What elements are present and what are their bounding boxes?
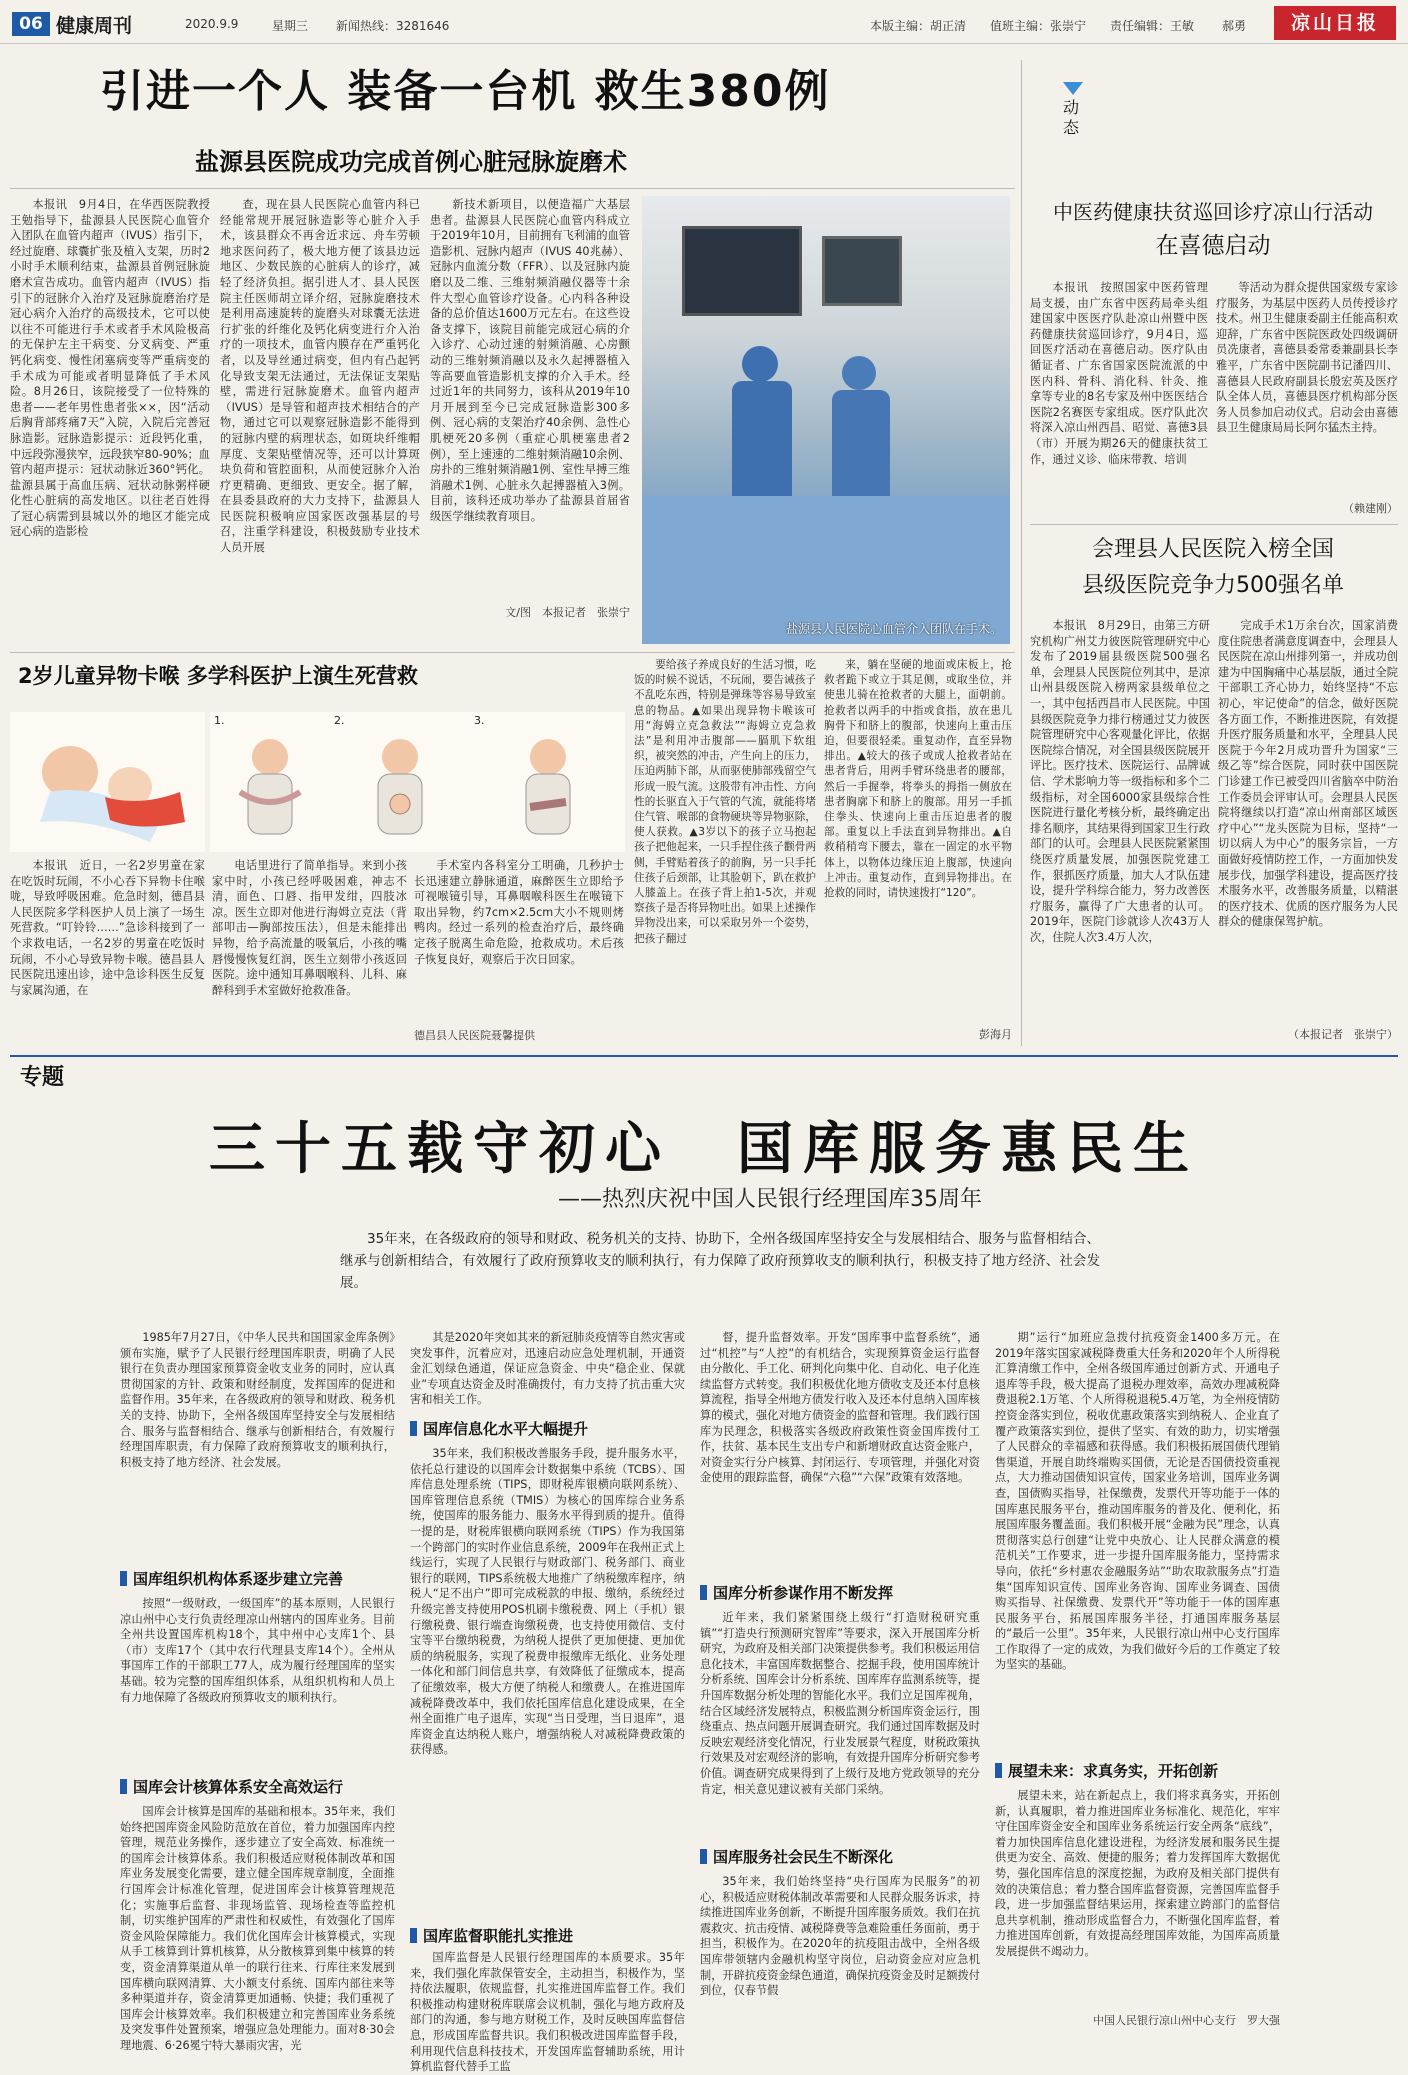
zhuanti-paragraph-1: 按照“一级财政，一级国库”的基本原则，人民银行凉山州中心支行负责经理凉山州辖内的国库业务。目前全州共设置国库机构18个，其中州中心支库1个、县（市）支库17个（其中农行代理县支库14个）。全州从事国库工作的干部职工77人，成为履行经理国库的坚实基础。较为完整的国库组织体系，从组织机构和人员上有力地保障了各级政府预算收支的顺利执行。 [120, 1597, 395, 1704]
editor-chief: 本版主编：胡正清 [870, 19, 967, 33]
divider [1030, 524, 1398, 525]
zhuanti-title: 三十五载守初心 国库服务惠民生 [209, 1116, 1199, 1182]
heading-text: 国库服务社会民生不断深化 [713, 1848, 894, 1866]
sidebar-a2-title-line2: 县级医院竞争力500强名单 [1082, 573, 1344, 598]
surgeon-figure [742, 346, 778, 382]
illustration-step-2: 2. [330, 712, 470, 852]
heading-text: 国库组织机构体系逐步建立完善 [133, 1570, 344, 1588]
sidebar-a2-byline: （本报记者 张崇宁） [1288, 1028, 1398, 1041]
zhuanti-heading-6 [700, 1846, 990, 1867]
lead-column-2: 查，现在县人民医院心血管内科已经能常规开展冠脉造影等心脏介入手术，该县群众不再舍近求远、舟车劳顿地求医问药了，极大地方便了该县边远地区、少数民族的心脏病人的诊疗，减轻了经济负担。据引进人才、县人民医院主任医师胡立译介绍，冠脉旋磨技术是利用高速旋转的旋磨头对球囊无法进行扩张的纤维化及钙化病变进行介入治疗的一项技术，血管内膜存在严重钙化者，以及导丝通过病变，但内有凸起钙化导致支架无法通过，无法保证支架贴壁，需进行冠脉旋磨术。血管内超声（IVUS）是导管和超声技术相结合的产物，通过它可以观察冠脉造影不能得到的冠脉内壁的病理状态，如斑块纤维帽厚度、支架贴壁情况等，还可以计算斑块负荷和管腔面积，从而使冠脉介入治疗更精确、更细致、更安全。据了解，在县委县政府的大力支持下，盐源县人民医院积极响应国家医改强基层的号召，注重学科建设，积极鼓励专业技术人员开展 [220, 198, 420, 555]
zhuanti-col3-top: 督，提升监督效率。开发“国库事中监督系统”，通过“机控”与“人控”的有机结合，实现预算资金运行监督由分散化、手工化、研判化向集中化、自动化、电子化连续监督方式转变。我们积极优化地方债收支及还本付息核算流程，指导全州地方债发行收入及还本付息纳入国库核算的模式，强化对地方债资金的监督和管理。我们践行国库为民理念，积极落实各级政府政策性资金国库拨付工作，扶贫、基本民生支出专户和新增财政直达资金账户，对资金实行分户核算、封闭运行、专项管理，并强化对资金使用的跟踪监督，确保“六稳”“六保”政策有效落地。 [700, 1331, 980, 1485]
zhuanti-intro: 35年来，在各级政府的领导和财政、税务机关的支持、协助下，全州各级国库坚持安全与发展相结合、服务与监督相结合、继承与创新相结合，有效履行了政府预算收支的顺利执行，有力保障了政府预算收支的顺利执行，积极支持了地方经济、社会发展。 [340, 1231, 1100, 1291]
heading-bar [410, 1928, 417, 1943]
sidebar-a2-column-2: 完成手术1万余台次，国家消费度住院患者满意度调查中，会理县人民医院在凉山州排列第一，并成功创建为中国胸痛中心基层版，通过全院干部职工齐心协力，始终坚持“不忘初心，牢记使命”的信念，做好医院各方面工作，不断推进医院，有效提升医疗服务质量和水平，全理县人民医院于今年2月成功晋升为国家“三级乙等”综合医院，同时获中国医院门诊建工作已被受四川省脑卒中防治工作委员会评审认可。会理县人民医院将继续以打造“凉山州南部区域医疗中心”“龙头医院为目标，坚持“一切以病人为中心”的服务宗旨，一方面做好疫情防控工作，一方面加快发展步伐，加强学科建设，提高医疗技术服务水平，改善服务质量，以精湛的医疗技术、优质的医疗服务为人民群众的健康保驾护航。 [1218, 619, 1398, 929]
section-name: 健康周刊 [56, 15, 133, 37]
zhuanti-label: 专题 [20, 1065, 65, 1090]
lead-column-1: 本报讯 9月4日，在华西医院教授王勉指导下，盐源县人民医院心血管介入团队在血管内超声（IVUS）指引下，经过旋磨、球囊扩张及植入支架，历时2小时手术顺利结束，盐源县首例冠脉旋磨术宣告成功。血管内超声（IVUS）指引下的冠脉介入治疗及冠脉旋磨治疗是冠心病介入治疗的高级技术，它可以使以往不可能进行手术或者手术风险极高的无保护左主干病变、分叉病变、严重钙化病变、慢性闭塞病变等严重病变的手术成为可能或者明显降低了手术风险。8月26日，该院接受了一位特殊的患者——老年男性患者张××，因“活动后胸背部疼痛7天”入院，入院后完善冠脉造影。冠脉造影提示：近段钙化重，中远段弥漫狭窄，远段狭窄80-90%；血管内超声提示：冠状动脉近360°钙化。盐源县属于高血压病、冠状动脉粥样硬化性心脏病的高发地区。以往老百姓得了冠心病需到县城以外的地区才能完成冠心病的造影检 [10, 198, 210, 539]
zhuanti-col1-intro: 1985年7月27日，《中华人民共和国国家金库条例》颁布实施，赋予了人民银行经理国库职责，明确了人民银行在负责办理国家预算资金收支业务的同时，应认真贯彻国家的方针、政策和财经制度，发挥国库的促进和监督作用。35年来，在各级政府的领导和财政、税务机关的支持、协助下，全州各级国库坚持安全与发展相结合、服务与监督相结合、继承与创新相结合，有效履行经理国库职责，有力保障了政府预算收支的顺利执行，积极支持了地方经济、社会发展。 [120, 1331, 395, 1469]
child-byline-2: 彭海月 [979, 1028, 1012, 1041]
child-column-4: 要给孩子养成良好的生活习惯，吃饭的时候不说话，不玩闹，要告诫孩子不乱吃东西，特别是弹珠等容易导致室息的物品。▲如果出现异物卡喉该可用“海姆立克急救法”“海姆立克急救法”是利用冲击腹部——膈肌下软组织，被突然的冲击，产生向上的压力，压迫两肺下部，从而驱使肺部残留空气形成一股气流。这股带有冲击性、方向性的长驱直入于气管的气流，就能将堵住气管、喉部的食物硬块等异物驱除，使人获救。▲3岁以下的孩子立马抱起孩子把他起来，一只手捏住孩子颧骨两侧，手臂贴着孩子的前胸，另一只手托住孩子后颈部，让其脸朝下，趴在救护人膝盖上。在孩子背上拍1-5次，并观察孩子是否将异物吐出。如果上述操作异物没出来，可以采取另外一个姿势，把孩子翻过 [634, 659, 816, 945]
zhuanti-paragraph-2: 国库会计核算是国库的基础和根本。35年来，我们始终把国库资金风险防范放在首位，着力加强国库内控管理，规范业务操作，逐步建立了安全高效、标准统一的国库会计核算体系。我们积极适应财税体制改革和国库业务发展变化需要，建立健全国库规章制度，全面推行国库会计标准化管理，促进国库会计核算管理规范化；实施事后监督、非现场监管、现场检查等监控机制，切实维护国库的严肃性和权威性，有效强化了国库资金风险保障能力。我们优化国库会计核算模式，实现从手工核算到计算机核算，从分散核算到集中核算的转变，资金清算渠道从单一的联行往来、行库往来发展到国库横向联网清算、大小额支付系统、国库内部往来等多种渠道并存，资金清算更加通畅、快捷；我们重视了国库会计核算效率。我们积极建立和完善国库业务系统及突发事件处置预案，增强应急处理能力。面对8·30会理地震、6·26冕宁特大暴雨灾害，光 [120, 1805, 395, 2052]
zhuanti-paragraph-4: 国库监督是人民银行经理国库的本质要求。35年来，我们强化库款保管安全，主动担当，积极作为，坚持依法履职，依规监督，扎实推进国库监督工作。我们积极推动构建财税库联席会议机制，强化与地方政府及部门的沟通，参与地方财税工作，及时反映国库监督信息，形成国库监督共识。我们积极改进国库监督手段，利用现代信息科技技术，开发国库监督辅助系统，用计算机监督代替手工监 [410, 1951, 685, 2074]
child-column-5: 来，躺在坚硬的地面或床板上，抢救者跪下或立于其足侧，或取坐位，并使患儿骑在抢救者的大腿上，面朝前。抢救者以两手的中指或食指，放在患儿胸骨下和脐上的腹部，快速向上重击压迫，但要很轻柔。重复动作，直至异物排出。▲较大的孩子或成人抢救者站在患者背后，用两手臂环绕患者的腰部，然后一手握拳，将拳头的拇指一侧放在患者胸廓下和脐上的腹部。用另一手抓住拳头、快速向上重击压迫患者的腹部。重复以上手法直到异物排出。▲自救稍稍弯下腰去，靠在一固定的水平物体上，以物体边缘压迫上腹部，快速向上冲击。重复动作，直到异物排出。在抢救的同时，请快速拨打“120”。 [824, 659, 1012, 900]
zhuanti-paragraph-7: 展望未来，站在新起点上，我们将求真务实，开拓创新，认真履职，着力推进国库业务标准化、规范化，牢牢守住国库资金安全和国库业务系统运行安全两条“底线”，着力加快国库信息化建设进程，为经济发展和服务民生提供更为安全、高效、便捷的服务；着力发挥国库大数据优势，强化国库信息的深度挖掘，为政府及相关部门提供有效的决策信息；着力整合国库监督资源，完善国库监督手段，进一步加强监督结果运用，探索建立跨部门的监督信息共享机制，推动形成监督合力，不断强化国库监督，着力推进国库创新，有效提高经理国库效能，为国库高质量发展提供不竭动力。 [995, 1789, 1280, 1958]
zhuanti-heading-3 [410, 1418, 700, 1439]
lead-byline: 文/图 本报记者 张崇宁 [505, 606, 630, 619]
child-column-1: 本报讯 近日，一名2岁男童在家在吃饭时玩闹，不小心吞下异物卡住喉咙，导致呼吸困难。危急时刻，德昌县人民医院多学科医护人员上演了一场生死营救。“叮铃铃……”急诊科接到了一个求救电话，一名2岁的男童在吃饭时玩闹，不小心导致异物卡喉。德昌县人民医院迅速出诊，途中急诊科医生反复与家属沟通，在 [10, 859, 205, 997]
zhuanti-paragraph-3: 35年来，我们积极改善服务手段，提升服务水平，依托总行建设的以国库会计数据集中系统（TCBS）、国库信息处理系统（TIPS，即财税库银横向联网系统）、国库管理信息系统（TMIS）为核心的国库综合业务系统，使国库的服务能力、服务水平得到质的提升。值得一提的是，财税库银横向联网系统（TIPS）作为我国第一个跨部门的实时作业信息系统，2009年在我州正式上线运行，实现了人民银行与财政部门、税务部门、商业银行的联网，TIPS系统极大地推广了纳税缴库程序，纳税人“足不出户”即可完成税款的申报、缴纳，系统经过升级完善支持使用POS机刷卡缴税费、网上（手机）银行缴税费、银行端查询缴税费，也支持使用微信、支付宝等平台缴纳税费，为纳税人提供了更加便捷、更加优质的纳税服务，实现了税费申报缴库无纸化、业务处理一体化和部门间信息共享，有效降低了征缴成本，提高了征缴效率，极大方便了纳税人和缴费人。在推进国库减税降费改革中，我们依托国库信息化建设成果，在全州全面推广电子退库，实现“当日受理，当日退库”，退库资金直达纳税人账户，增强纳税人对减税降费政策的获得感。 [410, 1447, 685, 1757]
photo-caption: 盐源县人民医院心血管介入团队在手术。 [785, 622, 1002, 636]
zhuanti-byline: 中国人民银行凉山州中心支行 罗大强 [1093, 2014, 1280, 2027]
page-header [0, 0, 1408, 44]
sidebar-a1-title-line1: 中医药健康扶贫巡回诊疗凉山行活动 [1053, 200, 1373, 224]
heading-text: 国库监督职能扎实推进 [423, 1927, 574, 1945]
child-column-3: 手术室内各科室分工明确，几秒护士长迅速建立静脉通道，麻醉医生立即给予可视喉镜引导，耳鼻咽喉科医生在喉镜下取出异物，约7cm×2.5cm大小不规则烤鸭肉。经过一系列的检查治疗后，最终确定孩子脱离生命危险，抢救成功。术后孩子恢复良好，观察后于次日回家。 [414, 859, 624, 966]
child-byline-1: 德昌县人民医院聂馨提供 [414, 1029, 535, 1042]
lead-title: 引进一个人 装备一台机 救生380例 [100, 66, 831, 117]
issue-date: 2020.9.9 [185, 17, 239, 31]
heading-bar [700, 1585, 707, 1600]
issue-weekday: 星期三 [272, 19, 309, 33]
section-divider [10, 1055, 1398, 1057]
zhuanti-heading-2 [120, 1776, 410, 1797]
heading-bar [995, 1763, 1002, 1778]
triangle-icon [1063, 82, 1083, 95]
heading-bar [120, 1779, 127, 1794]
column-divider [1021, 60, 1022, 1046]
zhuanti-paragraph-5: 近年来，我们紧紧围绕上级行“打造财税研究重镇”“打造央行预测研究智库”等要求，深入开展国库分析研究，为政府及相关部门决策提供参考。我们积极运用信息化技术，丰富国库数据整合、挖掘手段，使用国库统计分析系统、国库会计分析系统、国库库存监测系统等，提升国库数据分析处理的智能化水平。我们立足国库视角，结合区域经济发展特点，积极监测分析国库资金运行，围绕重点、热点问题开展调查研究。我们通过国库数据及时反映宏观经济变化情况，行业发展景气程度，财税政策执行效果及对宏观经济的影响，有效提升国库分析研究参考价值。调查研究成果得到了上级行及地方党政领导的充分肯定，相关意见建议被有关部门采纳。 [700, 1611, 980, 1796]
newspaper-logo: 凉山日报 [1274, 6, 1396, 40]
sidebar-a1-column-2: 等活动为群众提供国家级专家诊疗服务，为基层中医药人员传授诊疗技术。州卫生健康委副主任能高积欢迎辞，广东省中医院医政处四级调研员冼康者，喜德县委常委兼副县长李雅平，广东省中医院副书记潘四川、喜德县人民政府副县长殷宏英及医疗队全体人员，喜德县医疗机构部分医务人员参加启动仪式。启动会由喜德县卫生健康局局长阿尔猛杰主持。 [1216, 281, 1398, 435]
zhuanti-paragraph-6: 35年来，我们始终坚持“央行国库为民服务”的初心，积极适应财税体制改革需要和人民群众服务诉求，持续推进国库业务创新，不断提升国库服务质效。我们在抗震救灾、抗击疫情、减税降费等急难险重任务面前，勇于担当，积极作为。在2020年的抗疫阻击战中，全州各级国库带领辖内金融机构坚守岗位，启动资金应对应急机制，开辟抗疫资金绿色通道，确保抗疫资金及时足额拨付到位，仅春节假 [700, 1875, 980, 1998]
zhuanti-subtitle: ——热烈庆祝中国人民银行经理国库35周年 [558, 1187, 982, 1212]
heading-bar [700, 1849, 707, 1864]
editor-layout: 郝勇 [1222, 19, 1247, 33]
sidebar-a2-title-line1: 会理县人民医院入榜全国 [1091, 537, 1334, 562]
lead-subtitle: 盐源县医院成功完成首例心脏冠脉旋磨术 [195, 148, 627, 176]
zhuanti-heading-1 [120, 1568, 410, 1589]
surgery-photo [642, 196, 1010, 644]
divider [10, 652, 1015, 653]
zhuanti-col4-top: 期”运行“加班应急拨付抗疫资金1400多万元。在2019年落实国家减税降费重大任务和2020年个人所得税汇算清缴工作中，全州各级国库通过创新方式、开通电子退库等手段，极大提高了退税办理效率，高效办理减税降费退税2.1万笔、个人所得税退税5.4万笔，为全州疫情防控资金落实到位，税收优惠政策落实到纳税人、企业直了覆产政策落实到位，提供了坚实、有效的助力，切实增强了人民群众的幸福感和获得感。我们积极拓展国债代理销售渠道，开展自助终端购买国债，无论是否国债投资重视点，大力推动国债知识宣传，国家业务培训，国库业务调查，国债购买指导，社保缴费，发票代开等功能于一体的国库惠民服务平台，推动国库服务的普及化、便利化，拓展国库服务覆盖面。我们积极开展“金融为民”理念，认真贯彻落实总行创建“让党中央放心、让人民群众满意的模范机关”工作要求，进一步提升国库服务能力，坚持需求导向，依托“乡村惠农金融服务站”“助农取款服务点”打造集“国库知识宣传、国库业务咨询、国库业务调查、国债购买指导、社保缴费、发票代开”等功能于一体的国库惠民服务平台，拓展国库服务半径，打通国库服务基层的“最后一公里”。35年来，人民银行凉山州中心支行国库工作取得了一定的成效，为我们做好今后的工作奠定了较为坚实的基础。 [995, 1331, 1280, 1672]
divider [10, 188, 1015, 189]
surgeon-figure [842, 356, 876, 390]
editor-responsible: 责任编辑：王敏 [1110, 19, 1195, 33]
zhuanti-col2-top: 其是2020年突如其来的新冠肺炎疫情等自然灾害或突发事件，沉着应对，迅速启动应急处理机制，开通资金汇划绿色通道，保证应急资金、中央“稳企业、保就业”专项直达资金及时准确拨付，有力支持了抗击重大灾害和相关工作。 [410, 1331, 685, 1407]
heading-text: 国库分析参谋作用不断发挥 [713, 1584, 894, 1602]
child-column-2: 电话里进行了简单指导。来到小孩家中时，小孩已经呼吸困难，神志不清，面色、口唇、指甲发绀，四肢冰凉。医生立即对他进行海姆立克法（背部叩击—胸部按压法），但是未能排出异物，给予高流量的吸氧后，小孩的嘴唇慢慢恢复红润，医生立刻带小孩返回医院。途中通知耳鼻咽喉科、儿科、麻醉科到手术室做好抢救准备。 [212, 859, 407, 997]
page-number: 06 [12, 12, 50, 36]
heading-text: 国库信息化水平大幅提升 [423, 1420, 589, 1438]
sidebar-a1-column-1: 本报讯 按照国家中医药管理局支援，由广东省中医药局牵头组建国家中医医疗队赴凉山州暨中医药健康扶贫巡回诊疗，9月4日，巡回医疗活动在喜德启动。医疗队由循证者、广东省国家医院流派的中医内科、骨科、消化科、针灸、推拿等专业的8名专家及州中医医结合医院2名赛医专家组成。医疗队此次将深入凉山州西昌、昭觉、喜德3县（市）开展为期26天的健康扶贫工作，通过义诊、临床带教、培训 [1030, 281, 1208, 466]
heading-bar [410, 1421, 417, 1436]
monitor-screen [682, 226, 802, 316]
sidebar-a2-column-1: 本报讯 8月29日，由第三方研究机构广州艾力彼医院管理研究中心发布了2019届县级医院500强名单，会理县人民医院位列其中，是凉山州县级医院入榜两家县级单位之一，其中包括西昌市人民医院。中国县级医院竞争力排行榜通过艾力彼医院管理研究中心客观量化评比，依据医院综合情况，对全国县级医院展开评比。医疗技术、医院运行、品牌诚信、学术影响力等一级指标和多个二级指标，对全国6000家县级综合性医院进行量化考核分析，最终确定出排名顺序，其结果得到国家卫生行政部门的认可。会理县人民医院紧紧围绕医疗质量发展，加强医院党建工作，狠抓医疗质量，加大人才队伍建设，提升学科综合能力，努力改善医疗服务，赢得了广大患者的认可。2019年，医院门诊就诊人次43万人次，住院人次3.4万人次， [1030, 619, 1210, 944]
heading-text: 展望未来：求真务实，开拓创新 [1008, 1762, 1219, 1780]
sidebar-a1-title-line2: 在喜德启动 [1155, 233, 1271, 259]
zhuanti-heading-4 [410, 1925, 700, 1946]
illustration-step-1: 1. [210, 712, 330, 852]
monitor-screen [822, 236, 902, 306]
lead-column-3: 新技术新项目，以便造福广大基层患者。盐源县人民医院心血管内科成立于2019年10月，目前拥有飞利浦的血管造影机、冠脉内超声（IVUS 40兆赫）、冠脉内血流分数（FFR）、以及冠脉内旋磨以及二维、三维射频消融仪器等十余件大型心血管诊疗设备。心内科各种设备的总价值达1600万元左右。在这些设备支撑下，该院目前能完成冠心病的介入诊疗、心动过速的射频消融、心房颤动的三维射频消融以及永久起搏器植入等高要血管造影机支撑的介入手术。经过近1年的共同努力，该科从2019年10月开展到至今已完成冠脉造影300多例、冠心病的支架治疗40余例、急性心肌梗死20多例（重症心肌梗塞患者2例），至上速速的二维射频消融10余例、房扑的三维射频消融1例、室性早搏三维消融术1例、心脏永久起搏器植入3例。目前，该科还成功举办了盐源县首届省级医学继续教育项目。 [430, 198, 630, 523]
zhuanti-heading-5 [700, 1582, 990, 1603]
sidebar-tag: 动态 [1063, 98, 1080, 137]
zhuanti-heading-7 [995, 1760, 1285, 1781]
illustration-first-aid [10, 712, 205, 852]
heading-bar [120, 1571, 127, 1586]
editor-duty: 值班主编：张崇宁 [990, 19, 1087, 33]
heading-text: 国库会计核算体系安全高效运行 [133, 1778, 344, 1796]
hotline: 新闻热线：3281646 [336, 19, 450, 33]
illustration-step-3: 3. [470, 712, 625, 852]
child-article-title: 2岁儿童异物卡喉 多学科医护上演生死营救 [18, 664, 418, 688]
sidebar-a1-byline: （赖建刚） [1343, 502, 1398, 515]
